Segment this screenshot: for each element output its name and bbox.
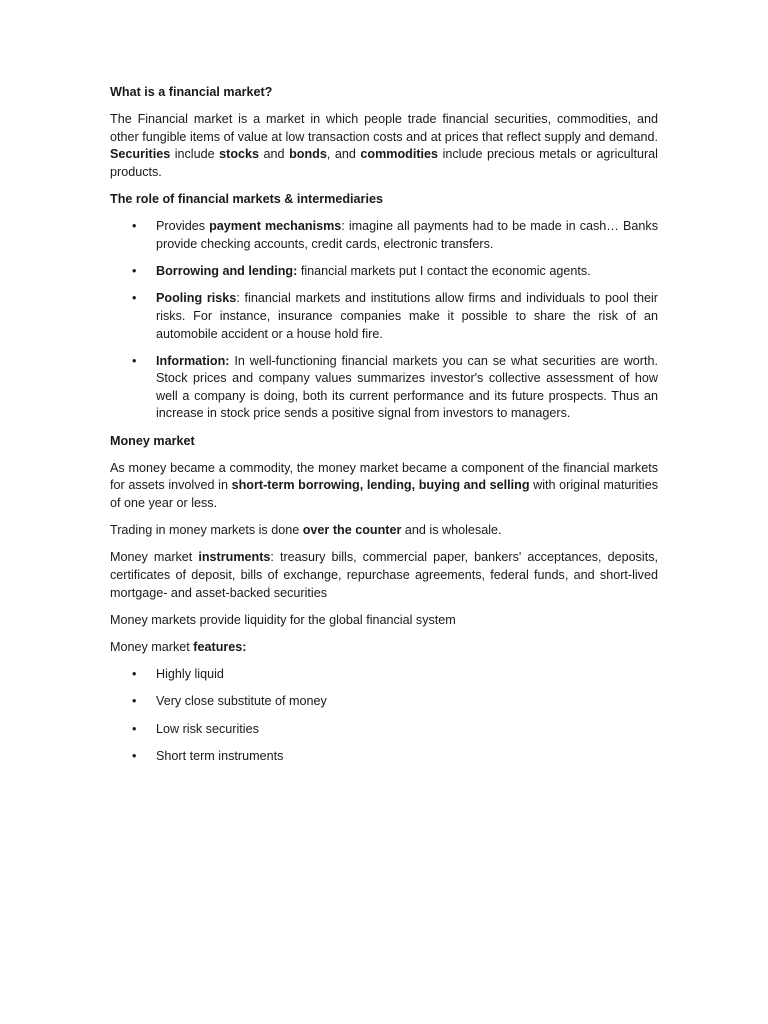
paragraph-text: Money market bbox=[110, 639, 194, 654]
bullet-icon: • bbox=[132, 721, 137, 736]
features-list bbox=[110, 666, 658, 765]
money-market-paragraph-3 bbox=[110, 549, 658, 602]
intro-text: The Financial market is a market in which people trade financial securities, commodities, and other fungible items of value at low transaction costs and at prices that reflect supply and demand. bbox=[110, 112, 658, 144]
role-text: : financial markets and institutions allow firms and individuals to pool their risks. For instance, insurance companies make it possible to share the risk of an automobile accident or a house hold fire. bbox=[156, 291, 658, 341]
list-item bbox=[110, 693, 658, 711]
role-prefix: Provides bbox=[156, 219, 210, 234]
paragraph-text: As money became a commodity, the money market became a component of the financial markets for assets involved in bbox=[110, 460, 658, 493]
intro-bold-stocks: stocks bbox=[219, 147, 260, 162]
feature-text: Very close substitute of money bbox=[156, 694, 327, 709]
intro-text: include bbox=[170, 147, 220, 162]
paragraph-text: with original maturities of one year or less. bbox=[110, 478, 658, 511]
bullet-icon: • bbox=[132, 264, 137, 279]
feature-text: Short term instruments bbox=[156, 748, 284, 763]
feature-text: Low risk securities bbox=[156, 721, 259, 736]
paragraph-text: and is wholesale. bbox=[401, 523, 502, 538]
role-text: : imagine all payments had to be made in cash… Banks provide checking accounts, credit cards, electronic transfers. bbox=[156, 219, 658, 251]
money-market-paragraph-2 bbox=[110, 522, 658, 540]
intro-bold-commodities: commodities bbox=[360, 147, 439, 162]
role-term: Pooling risks bbox=[156, 291, 237, 306]
paragraph-text: Money market bbox=[110, 550, 199, 565]
money-market-paragraph-4: Money markets provide liquidity for the global financial system bbox=[110, 612, 456, 627]
bullet-icon: • bbox=[132, 748, 137, 763]
intro-text: , and bbox=[326, 147, 361, 162]
list-item bbox=[110, 748, 658, 766]
role-term: Borrowing and lending: bbox=[156, 264, 298, 279]
list-item bbox=[110, 263, 658, 281]
role-text: financial markets put I contact the economic agents. bbox=[297, 264, 591, 279]
paragraph-bold: features: bbox=[193, 639, 247, 654]
document-page bbox=[110, 84, 658, 775]
list-item bbox=[110, 290, 658, 343]
list-item bbox=[110, 218, 658, 253]
heading-financial-market: What is a financial market? bbox=[110, 85, 273, 99]
money-market-features-intro bbox=[110, 639, 658, 657]
intro-text: include precious metals or agricultural products. bbox=[110, 147, 658, 179]
intro-bold-bonds: bonds bbox=[289, 147, 327, 162]
feature-text: Highly liquid bbox=[156, 667, 224, 682]
list-item bbox=[110, 721, 658, 739]
bullet-icon: • bbox=[132, 694, 137, 709]
roles-list bbox=[110, 218, 658, 423]
role-term: payment mechanisms bbox=[209, 219, 342, 234]
intro-bold-securities: Securities bbox=[110, 147, 171, 162]
heading-money-market: Money market bbox=[110, 433, 195, 448]
intro-text: and bbox=[259, 147, 290, 162]
list-item bbox=[110, 353, 658, 423]
paragraph-bold: over the counter bbox=[302, 523, 402, 538]
bullet-icon: • bbox=[132, 667, 137, 682]
money-market-paragraph-1 bbox=[110, 460, 658, 513]
role-term: Information: bbox=[156, 353, 230, 368]
list-item bbox=[110, 666, 658, 684]
intro-paragraph bbox=[110, 111, 658, 181]
paragraph-text: Trading in money markets is done bbox=[110, 523, 303, 538]
bullet-icon: • bbox=[132, 291, 137, 306]
role-text: In well-functioning financial markets you can se what securities are worth. Stock prices and company values summarizes investor's collective assessment of how well a company is doing, both its current performance and its future prospects. Thus an increase in stock price sends a positive signal from investors to managers. bbox=[156, 353, 658, 421]
heading-role-of-markets: The role of financial markets & intermediaries bbox=[110, 192, 383, 207]
bullet-icon: • bbox=[132, 219, 137, 234]
paragraph-text: : treasury bills, commercial paper, bankers' acceptances, deposits, certificates of deposit, bills of exchange, repurchase agreements, federal funds, and short-lived mortgage- and asset-backed securities bbox=[110, 550, 658, 600]
bullet-icon: • bbox=[132, 353, 137, 368]
paragraph-bold: short-term borrowing, lending, buying and selling bbox=[231, 478, 530, 493]
paragraph-bold: instruments bbox=[198, 550, 271, 565]
